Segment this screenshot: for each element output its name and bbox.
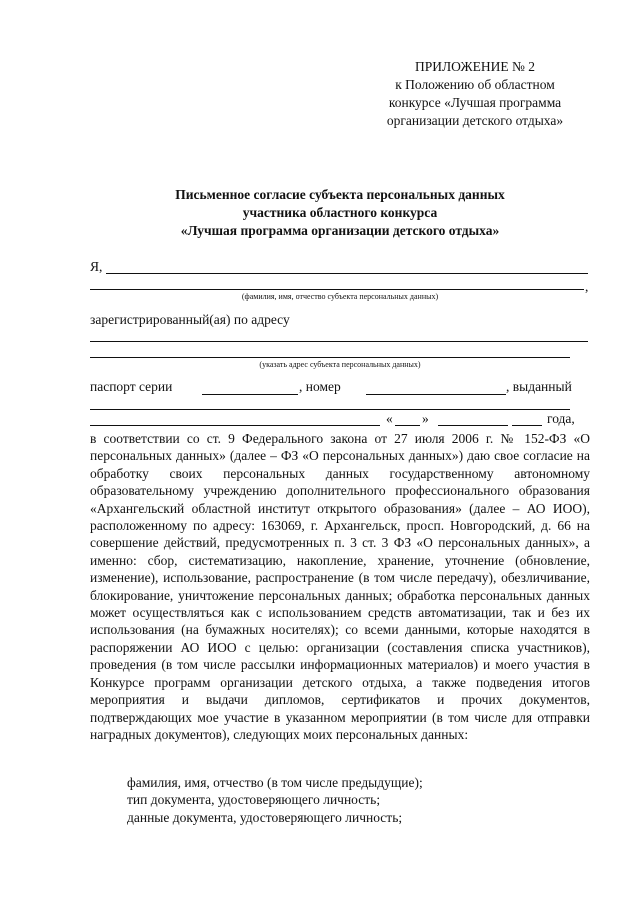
consent-paragraph: в соответствии со ст. 9 Федерального закона от 27 июля 2006 г. № 152-ФЗ «О персональных данных» (далее – ФЗ «О персональных данных») даю свое согласие на обработку своих персональных данных государственному автономному образовательному учреждению дополнительного профессионального образования «Архангельский областной институт открытого образования» (далее – АО ИОО), расположенному по адресу: 163069, г. Архангельск, просп. Новгородский, д. 66 на совершение действий, предусмотренных п. 3 ст. 3 ФЗ «О персональных данных», а именно: сбор, систематизацию, накопление, хранение, уточнение (обновление, изменение), использование, распространение (в том числе передачу), обезличивание, блокирование, уничтожение персональных данных; обработка персональных данных может осуществляться как с использованием средств автоматизации, так и без их использования (на бумажных носителях); со всеми данными, которые находятся в распоряжении АО ИОО с целью: организации (составления списка участников), проведения (в том числе рассылки информационных материалов) и моего участия в Конкурсе программ организации детского отдыха, а также подведения итогов мероприятия и выдачи дипломов, сертификатов и прочих документов, подтверждающих мое участие в указанном мероприятии (в том числе для отправки наградных документов), следующих моих персональных данных:	[90, 431, 590, 742]
appendix-header	[360, 58, 590, 130]
appendix-number: ПРИЛОЖЕНИЕ № 2	[414, 59, 536, 74]
appendix-ref-line: к Положению об областном	[395, 77, 555, 92]
title-line: Письменное согласие субъекта персональных данных	[175, 187, 505, 202]
document-title	[90, 186, 590, 240]
title-line: участника областного конкурса	[242, 205, 438, 220]
consent-body	[90, 430, 590, 743]
issued-by-line-2[interactable]	[90, 425, 380, 426]
address-caption: (указать адрес субъекта персональных данных)	[259, 360, 421, 369]
address-field-line-2[interactable]	[90, 357, 570, 358]
passport-label: паспорт серии	[90, 379, 173, 394]
fio-comma: ,	[585, 279, 589, 294]
issued-label: , выданный	[506, 379, 572, 394]
passport-number-line[interactable]	[366, 394, 506, 395]
list-item: тип документа, удостоверяющего личность;	[127, 792, 381, 808]
list-item: данные документа, удостоверяющего личность;	[127, 809, 403, 825]
issued-by-line-1[interactable]	[90, 409, 570, 410]
fio-caption: (фамилия, имя, отчество субъекта персональных данных)	[241, 292, 439, 301]
appendix-ref-line: организации детского отдыха»	[386, 113, 564, 128]
fio-field-line-2[interactable]	[90, 289, 584, 290]
fio-field-line-1[interactable]	[106, 273, 588, 274]
date-open-quote: «	[386, 411, 393, 426]
date-day-line[interactable]	[395, 425, 420, 426]
number-label: , номер	[299, 379, 341, 394]
year-label: года,	[547, 411, 575, 426]
i-label: Я,	[90, 259, 103, 274]
personal-data-list	[127, 774, 587, 826]
registered-label: зарегистрированный(ая) по адресу	[90, 312, 290, 327]
date-month-line[interactable]	[438, 425, 508, 426]
passport-series-line[interactable]	[202, 394, 298, 395]
title-line: «Лучшая программа организации детского отдыха»	[180, 223, 500, 238]
date-year-line[interactable]	[512, 425, 542, 426]
list-item: фамилия, имя, отчество (в том числе предыдущие);	[127, 775, 423, 790]
appendix-ref-line: конкурсе «Лучшая программа	[388, 95, 562, 110]
date-close-quote: »	[422, 411, 429, 426]
address-field-line-1[interactable]	[90, 341, 588, 342]
